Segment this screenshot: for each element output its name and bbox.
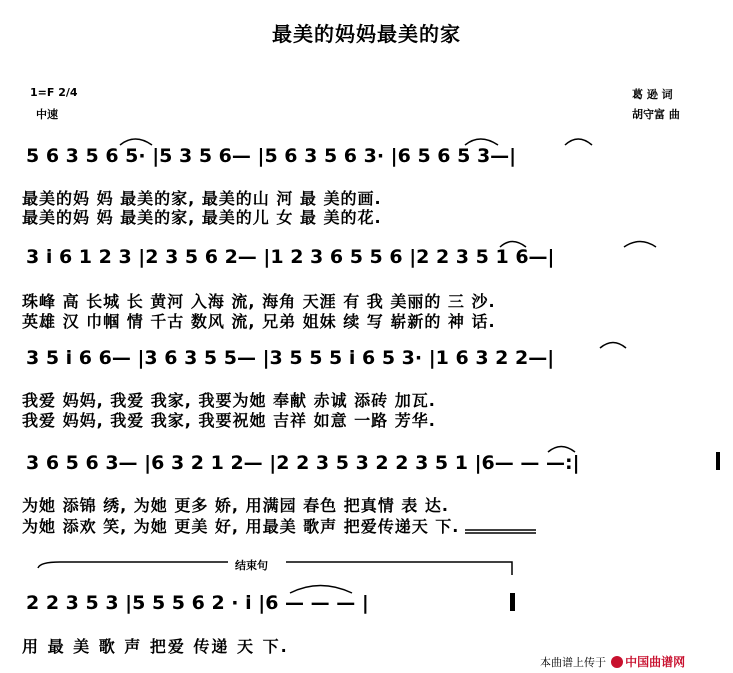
lyric-row-4-verse-2: 为她 添欢 笑, 为她 更美 好, 用最美 歌声 把爱传递天 下.	[22, 517, 460, 536]
site-logo	[611, 655, 685, 669]
footer-text: 本曲谱上传于	[540, 656, 606, 669]
tempo-marking: 中速	[36, 108, 58, 121]
slur	[565, 139, 592, 145]
composer-credit: 胡守富 曲	[632, 108, 680, 121]
notation-row-3: 3 5 i 6 6— |3 6 3 5 5— |3 5 5 5 i 6 5 3· |1 6 3 2 2—|	[26, 347, 555, 369]
lyricist-credit: 葛 逊 词	[632, 88, 673, 101]
slur	[120, 139, 152, 145]
slur	[500, 242, 526, 248]
lyric-row-1-verse-1: 最美的妈 妈 最美的家, 最美的山 河 最 美的画.	[22, 189, 382, 208]
logo-text: 中国曲谱网	[625, 655, 686, 669]
upload-footer	[540, 651, 685, 670]
logo-icon	[611, 656, 623, 668]
coda-line	[286, 562, 512, 575]
lyric-row-3-verse-2: 我爱 妈妈, 我爱 我家, 我要祝她 吉祥 如意 一路 芳华.	[22, 411, 436, 430]
lyric-row-1-verse-2: 最美的妈 妈 最美的家, 最美的儿 女 最 美的花.	[22, 208, 382, 227]
lyric-row-coda: 用 最 美 歌 声 把爱 传递 天 下.	[22, 637, 289, 656]
slur	[465, 139, 498, 145]
slur	[548, 447, 575, 453]
notation-row-2: 3 i 6 1 2 3 |2 3 5 6 2— |1 2 3 6 5 5 6 |2 2 3 5 1 6—|	[26, 246, 555, 268]
notation-row-1: 5 6 3 5 6 5· |5 3 5 6— |5 6 3 5 6 3· |6 5 6 5 3—|	[26, 145, 517, 167]
notation-row-coda: 2 2 3 5 3 |5 5 5 6 2 · i |6 — — — |	[26, 592, 369, 614]
slur	[600, 343, 626, 349]
coda-line	[38, 562, 228, 568]
lyric-row-3-verse-1: 我爱 妈妈, 我爱 我家, 我要为她 奉献 赤诚 添砖 加瓦.	[22, 391, 436, 410]
final-barline	[510, 593, 515, 611]
key-signature: 1=F 2/4	[30, 86, 78, 99]
coda-label: 结束句	[232, 557, 271, 573]
lyric-row-2-verse-2: 英雄 汉 巾帼 情 千古 数风 流, 兄弟 姐妹 续 写 崭新的 神 话.	[22, 312, 496, 331]
notation-row-4: 3 6 5 6 3— |6 3 2 1 2— |2 2 3 5 3 2 2 3 5 1 |6— — —:|	[26, 452, 580, 474]
slur	[624, 242, 656, 248]
score-title: 最美的妈妈最美的家	[272, 22, 461, 46]
repeat-barline	[716, 452, 720, 470]
lyric-row-2-verse-1: 珠峰 高 长城 长 黄河 入海 流, 海角 天涯 有 我 美丽的 三 沙.	[22, 292, 496, 311]
lyric-row-4-verse-1: 为她 添锦 绣, 为她 更多 娇, 用满园 春色 把真情 表 达.	[22, 496, 449, 515]
slur	[290, 586, 352, 594]
